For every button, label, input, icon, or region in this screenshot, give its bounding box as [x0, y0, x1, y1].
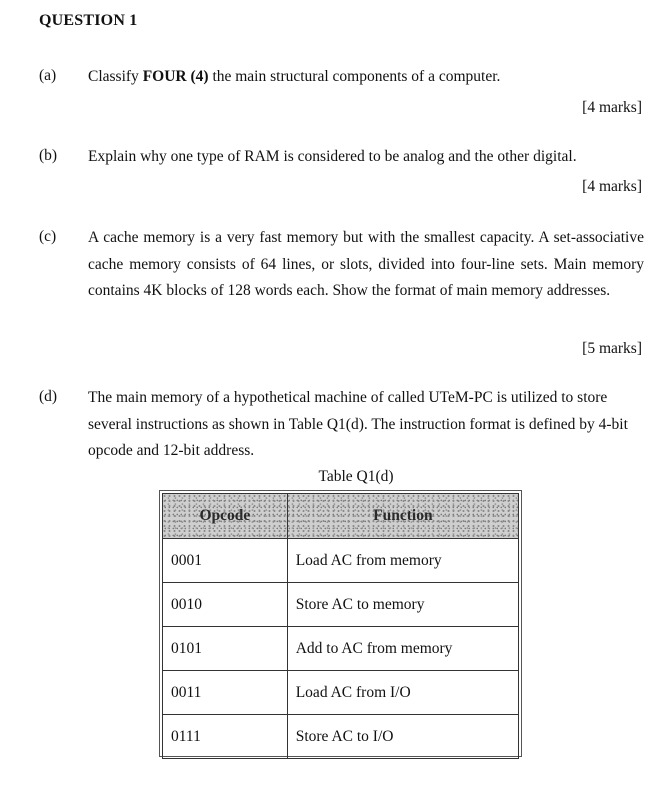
question-c-text: A cache memory is a very fast memory but with the smallest capacity. A set-associative cache memory consists of 64 lines, or slots, divided into four-line sets. Main memory contains 4K blocks of 128 words each. Show the format of main memory addresses. — [88, 229, 644, 299]
question-d-text: The main memory of a hypothetical machine of called UTeM-PC is utilized to store several instructions as shown in Table Q1(d). The instruction format is defined by 4-bit opcode and 12-bit address. — [88, 389, 628, 459]
question-c-label: (c) — [39, 228, 57, 245]
opcode-cell: 0101 — [163, 627, 288, 671]
function-cell: Add to AC from memory — [287, 627, 518, 671]
table-row — [163, 671, 519, 715]
table-row — [163, 539, 519, 583]
column-header-function: Function — [287, 494, 518, 539]
table-row — [163, 715, 519, 759]
question-a-label: (a) — [39, 67, 57, 84]
column-header-opcode: Opcode — [163, 494, 288, 539]
question-a-text — [88, 64, 644, 91]
opcode-table — [162, 493, 519, 759]
opcode-cell: 0010 — [163, 583, 288, 627]
question-b-label: (b) — [39, 147, 58, 164]
function-cell: Store AC to memory — [287, 583, 518, 627]
question-a-text-after: the main structural components of a computer. — [208, 68, 501, 85]
table-row — [163, 627, 519, 671]
table-caption: Table Q1(d) — [318, 468, 394, 485]
opcode-cell: 0001 — [163, 539, 288, 583]
table-header-row — [163, 494, 519, 539]
question-a-text-before: Classify — [88, 68, 143, 85]
question-heading: QUESTION 1 — [39, 12, 138, 29]
question-b-text: Explain why one type of RAM is considered to be analog and the other digital. — [88, 148, 577, 165]
question-b-marks: [4 marks] — [582, 178, 642, 195]
question-c-marks: [5 marks] — [582, 340, 642, 357]
table-row — [163, 583, 519, 627]
question-a-text-bold: FOUR (4) — [142, 68, 209, 85]
question-d-label: (d) — [39, 388, 58, 405]
opcode-cell: 0111 — [163, 715, 288, 759]
question-a-marks: [4 marks] — [582, 99, 642, 116]
opcode-cell: 0011 — [163, 671, 288, 715]
function-cell: Load AC from I/O — [287, 671, 518, 715]
function-cell: Load AC from memory — [287, 539, 518, 583]
function-cell: Store AC to I/O — [287, 715, 518, 759]
